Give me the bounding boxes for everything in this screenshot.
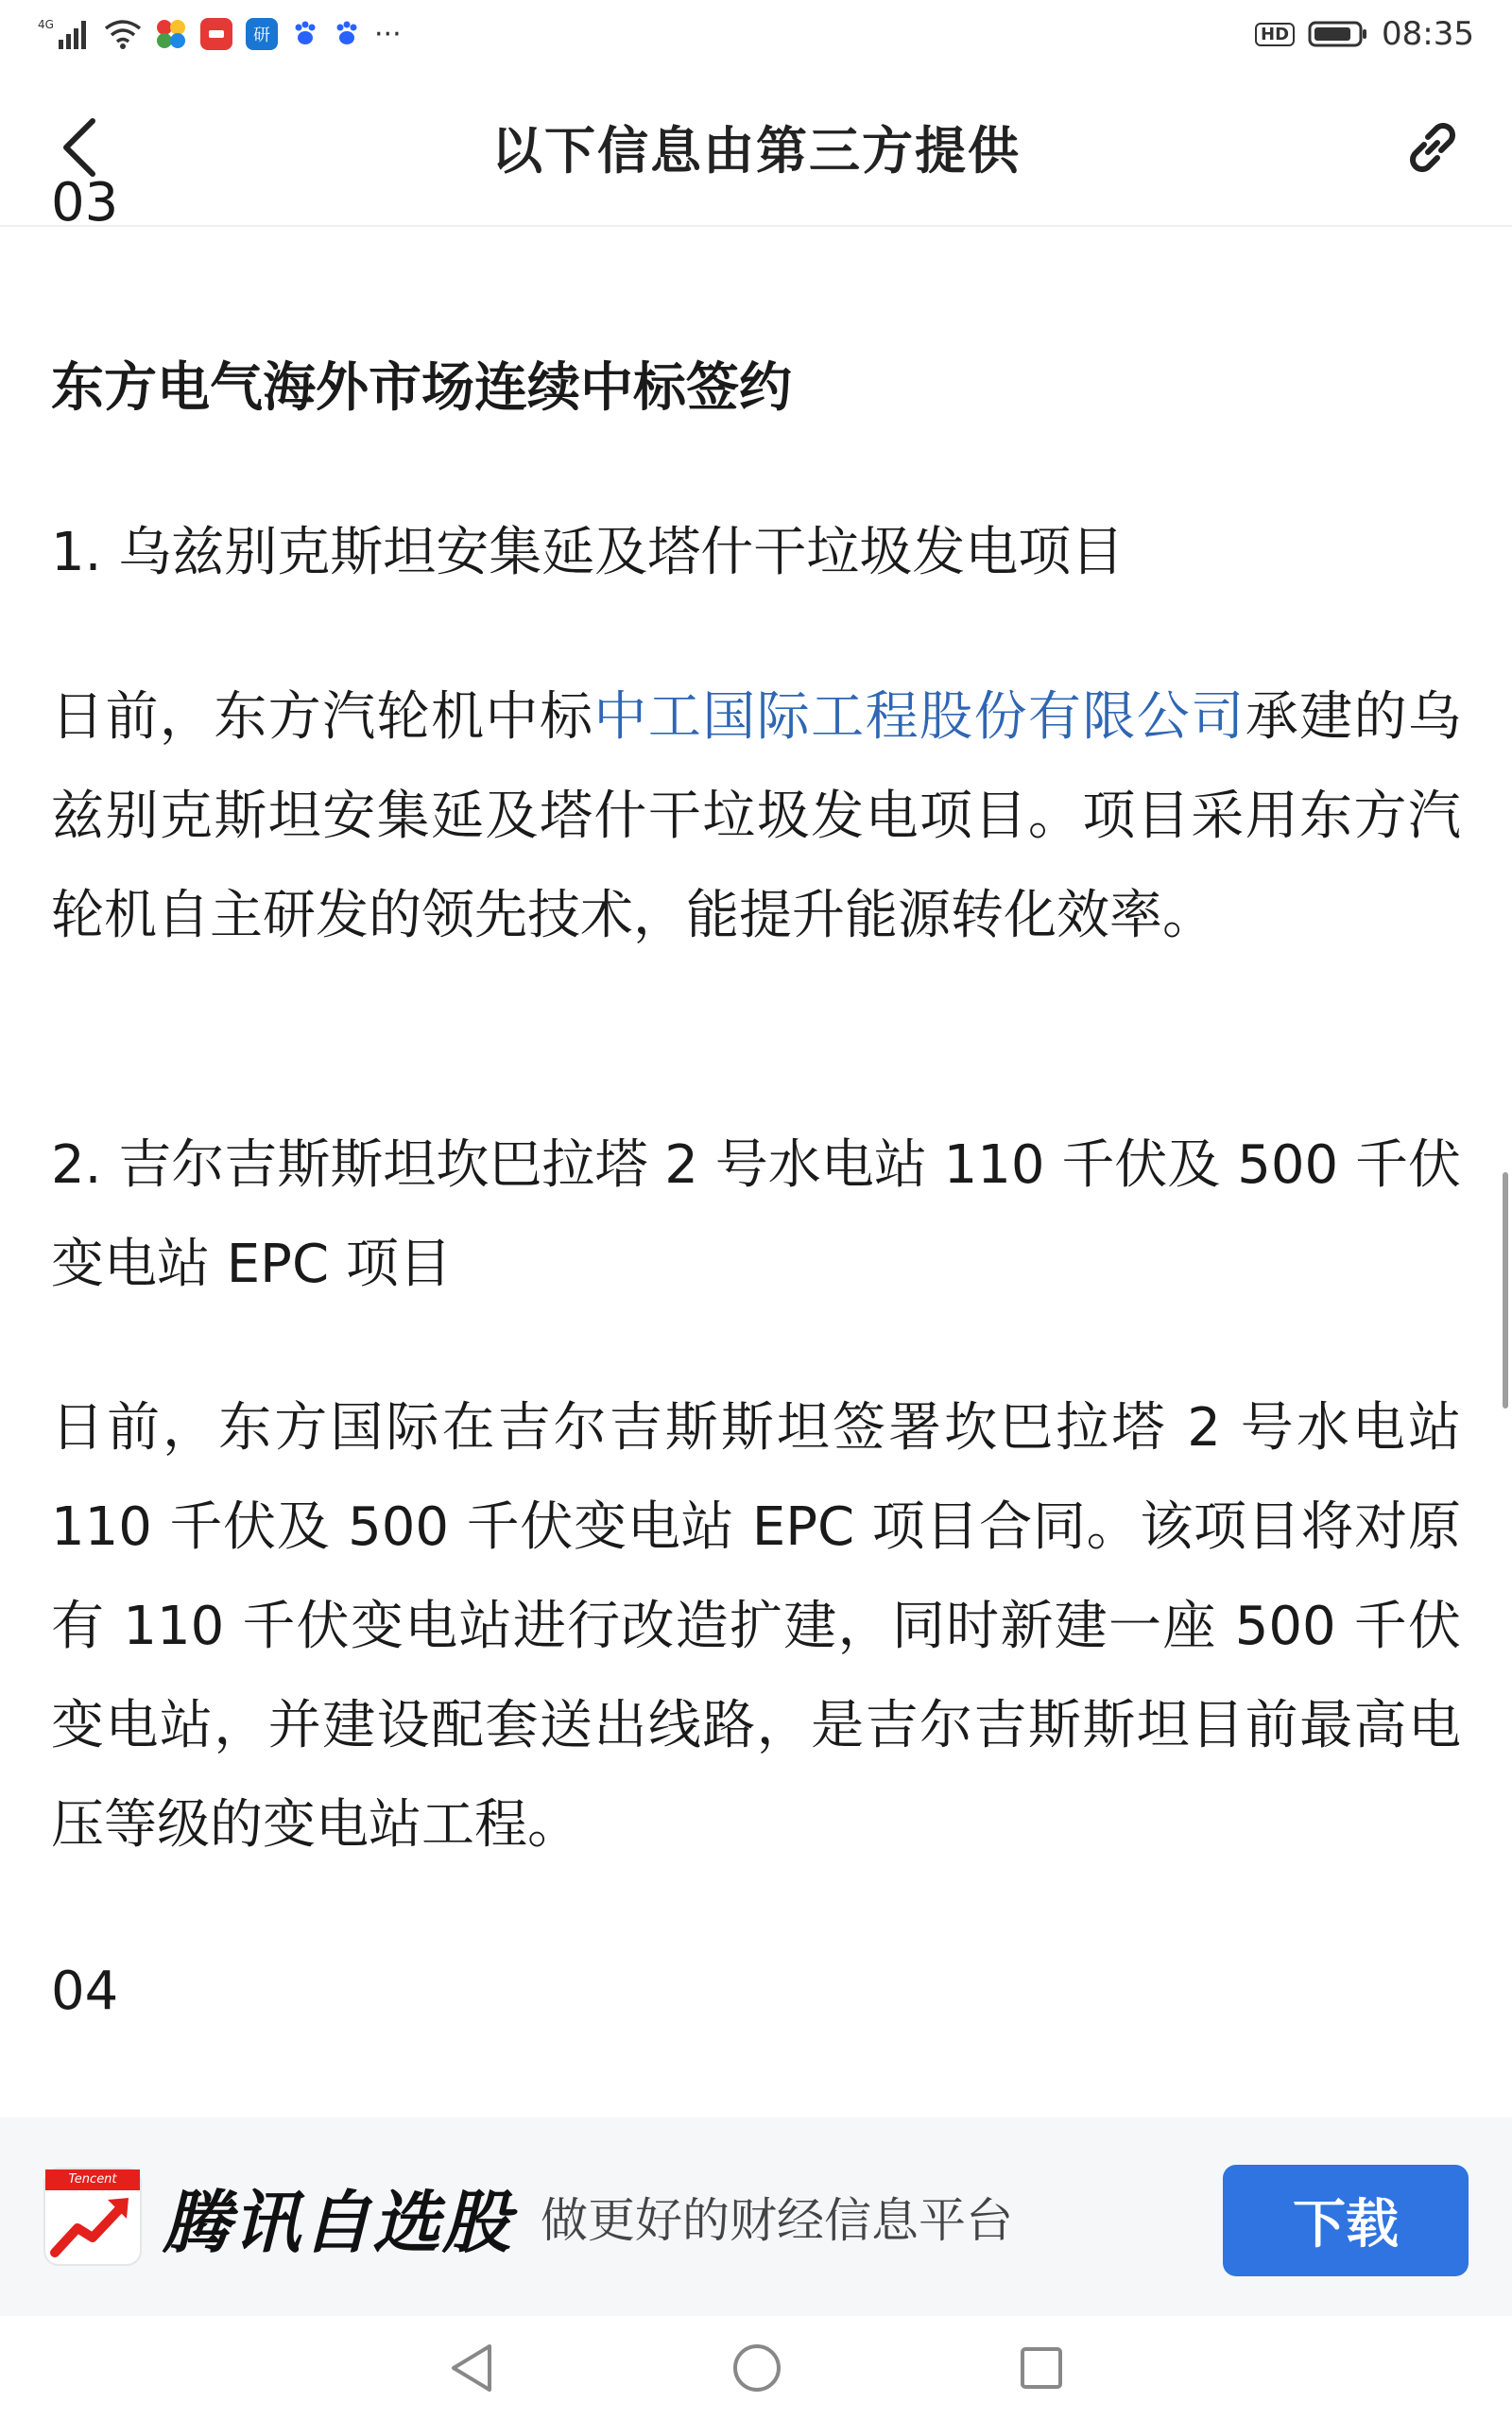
status-bar [0, 0, 1512, 68]
item2-paragraph: 日前，东方国际在吉尔吉斯斯坦签署坎巴拉塔 2 号水电站 110 千伏及 500 千伏变电站 EPC 项目合同。该项目将对原有 110 千伏变电站进行改造扩建，同时新建一座 500 千伏变电站，并建设配套送出线路，是吉尔吉斯斯坦目前最高电压等级的变电站工程。 [51, 1397, 1461, 1856]
section-number-03: 03 [51, 172, 119, 233]
research-app-icon: 研 [246, 15, 278, 53]
hd-badge: HD [1255, 23, 1295, 46]
back-arrow-icon [60, 117, 98, 178]
huawei-app-icon [200, 15, 232, 53]
section-number-04: 04 [51, 1961, 119, 2022]
copy-link-button[interactable] [1399, 113, 1467, 182]
item1-title: 1. 乌兹别克斯坦安集延及塔什干垃圾发电项目 [51, 522, 1125, 583]
item1-text-end: 承建的乌兹别克斯坦安集延及塔什干垃圾发电项目。项目采用东方汽轮机自主研发的领先技术，能提升能源转化效率。 [51, 686, 1462, 946]
item2-title: 2. 吉尔吉斯斯坦坎巴拉塔 2 号水电站 110 千伏及 500 千伏变电站 EPC 项目 [51, 1134, 1461, 1295]
link-icon [1401, 116, 1464, 179]
baidu-paw-icon [291, 15, 319, 53]
svg-text:4G: 4G [38, 18, 54, 31]
more-notifications: ··· [374, 17, 402, 51]
stock-trend-icon [45, 2169, 140, 2264]
scrollbar-thumb[interactable] [1503, 1172, 1508, 1409]
download-button[interactable]: 下载 [1223, 2165, 1469, 2276]
page-title: 以下信息由第三方提供 [491, 120, 1021, 181]
app-name: 腾讯自选股 [163, 2183, 513, 2262]
status-left [38, 15, 402, 53]
title-bar [0, 68, 1512, 227]
nav-home-icon[interactable] [731, 2342, 782, 2394]
item1-paragraph [51, 667, 1461, 965]
app-download-banner[interactable] [0, 2118, 1512, 2316]
item1-text-start: 日前，东方汽轮机中标 [51, 686, 594, 748]
nav-back-icon[interactable] [448, 2342, 495, 2394]
nav-recents-icon[interactable] [1019, 2345, 1064, 2391]
article-heading: 东方电气海外市场连续中标签约 [51, 357, 792, 419]
battery-icon [1308, 15, 1368, 53]
clock: 08:35 [1382, 15, 1474, 53]
system-nav-bar [0, 2316, 1512, 2420]
colorful-app-icon [155, 15, 187, 53]
wifi-icon [104, 15, 142, 53]
signal-icon [38, 15, 91, 53]
baidu-paw-icon-2 [333, 15, 361, 53]
status-right [1255, 15, 1474, 53]
company-link[interactable]: 中工国际工程股份有限公司 [593, 686, 1246, 748]
logo-tag: Tencent [45, 2169, 140, 2190]
app-logo [43, 2168, 142, 2266]
app-slogan: 做更好的财经信息平台 [541, 2193, 1014, 2248]
article-content [0, 172, 1512, 2118]
